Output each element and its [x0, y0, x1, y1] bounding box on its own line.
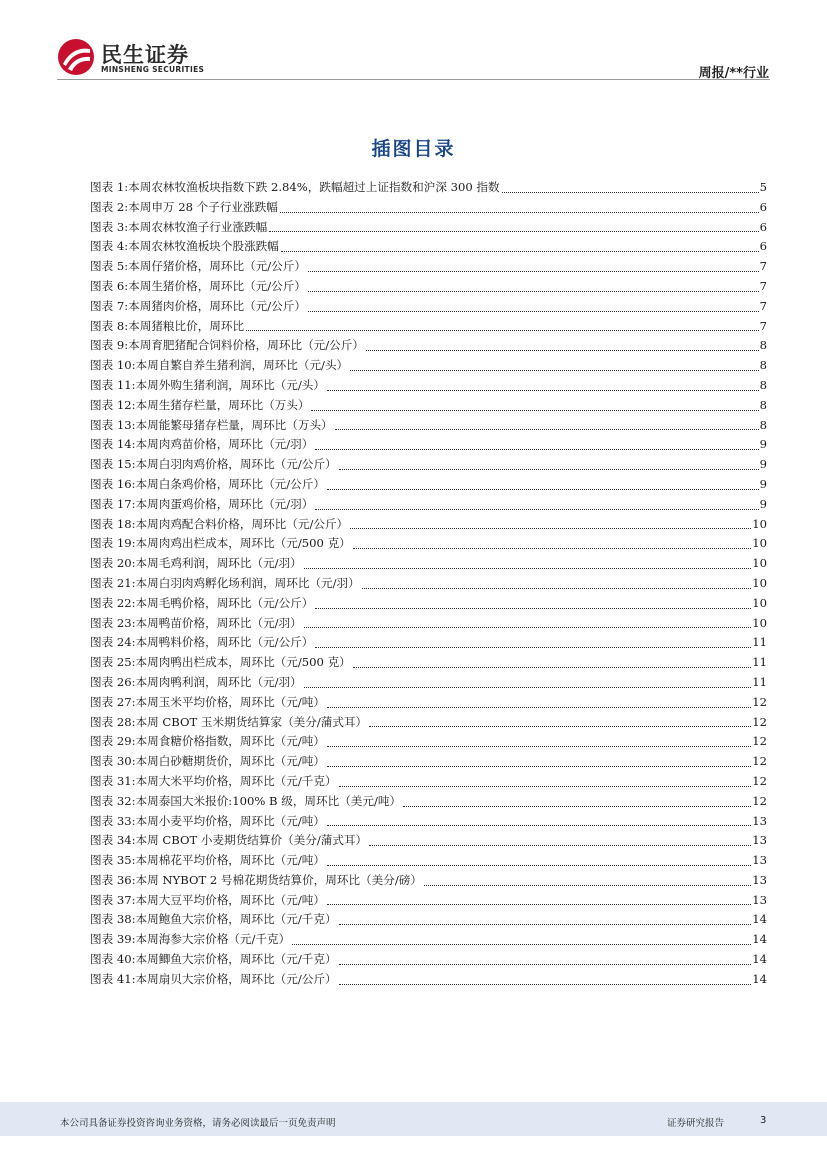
toc-entry-page[interactable]: 10	[752, 556, 767, 571]
minsheng-logo-icon	[57, 38, 95, 76]
toc-entry[interactable]	[90, 910, 767, 930]
toc-entry-page[interactable]: 8	[759, 397, 767, 412]
toc-dot-leader	[339, 964, 752, 965]
toc-entry-label[interactable]: 图表 36:本周 NYBOT 2 号棉花期货结算价，周环比（美分/磅）	[90, 872, 422, 887]
toc-dot-leader	[280, 212, 759, 213]
toc-entry[interactable]	[90, 713, 767, 733]
toc-entry[interactable]	[90, 792, 767, 812]
company-logo	[57, 38, 217, 78]
toc-entry-page[interactable]: 12	[752, 734, 767, 749]
toc-dot-leader	[308, 291, 759, 292]
toc-entry-page[interactable]: 8	[759, 377, 767, 392]
toc-entry-label[interactable]: 图表 5:本周仔猪价格，周环比（元/公斤）	[90, 259, 306, 274]
toc-dot-leader	[327, 489, 759, 490]
toc-entry-label[interactable]: 图表 3:本周农林牧渔子行业涨跌幅	[90, 219, 268, 234]
toc-entry-page[interactable]: 7	[759, 259, 767, 274]
toc-entry[interactable]	[90, 396, 767, 416]
toc-entry-label[interactable]: 图表 14:本周肉鸡苗价格，周环比（元/羽）	[90, 437, 314, 452]
toc-entry-page[interactable]: 12	[752, 754, 767, 769]
toc-entry-label[interactable]: 图表 32:本周泰国大米报价:100% B 级，周环比（美元/吨）	[90, 793, 402, 808]
toc-entry-label[interactable]: 图表 8:本周猪粮比价，周环比	[90, 318, 245, 333]
toc-entry-page[interactable]: 10	[752, 615, 767, 630]
toc-dot-leader	[339, 469, 759, 470]
toc-entry-label[interactable]: 图表 39:本周海参大宗价格（元/千克）	[90, 932, 291, 947]
toc-entry-page[interactable]: 5	[759, 180, 767, 194]
toc-entry-label[interactable]: 图表 1:本周农林牧渔板块指数下跌 2.84%，跌幅超过上证指数和沪深 300 指数	[90, 180, 500, 194]
toc-entry-label[interactable]: 图表 4:本周农林牧渔板块个股涨跌幅	[90, 239, 279, 254]
toc-entry-page[interactable]: 10	[752, 575, 767, 590]
toc-dot-leader	[327, 390, 759, 391]
logo-chinese-name: 民生证券	[101, 43, 189, 67]
toc-entry-label[interactable]: 图表 15:本周白羽肉鸡价格，周环比（元/公斤）	[90, 457, 337, 472]
footer-report-type: 证券研究报告	[667, 1118, 725, 1129]
toc-dot-leader	[353, 667, 751, 668]
toc-dot-leader	[308, 271, 759, 272]
toc-entry-label[interactable]: 图表 22:本周毛鸭价格，周环比（元/公斤）	[90, 595, 314, 610]
toc-dot-leader	[315, 647, 751, 648]
toc-entry[interactable]	[90, 693, 767, 713]
toc-entry-page[interactable]: 14	[752, 912, 767, 927]
toc-entry[interactable]	[90, 930, 767, 950]
toc-entry[interactable]	[90, 218, 767, 238]
toc-entry[interactable]	[90, 178, 767, 198]
toc-entry-page[interactable]: 12	[752, 694, 767, 709]
toc-entry[interactable]	[90, 534, 767, 554]
toc-entry[interactable]	[90, 356, 767, 376]
toc-entry-page[interactable]: 11	[752, 655, 767, 670]
toc-entry-label[interactable]: 图表 40:本周鲫鱼大宗价格，周环比（元/千克）	[90, 952, 337, 967]
toc-entry[interactable]	[90, 653, 767, 673]
toc-entry-label[interactable]: 图表 34:本周 CBOT 小麦期货结算价（美分/蒲式耳）	[90, 833, 368, 848]
toc-entry[interactable]	[90, 495, 767, 515]
toc-entry[interactable]	[90, 198, 767, 218]
toc-dot-leader	[308, 311, 759, 312]
toc-entry[interactable]	[90, 237, 767, 257]
toc-dot-leader	[269, 231, 758, 232]
toc-entry-page[interactable]: 11	[752, 674, 767, 689]
toc-entry[interactable]	[90, 970, 767, 990]
toc-entry[interactable]	[90, 594, 767, 614]
toc-entry-label[interactable]: 图表 41:本周扇贝大宗价格，周环比（元/公斤）	[90, 971, 337, 986]
toc-entry-label[interactable]: 图表 23:本周鸭苗价格，周环比（元/羽）	[90, 615, 302, 630]
toc-entry-label[interactable]: 图表 37:本周大豆平均价格，周环比（元/吨）	[90, 892, 325, 907]
figure-list	[90, 178, 767, 990]
toc-entry-label[interactable]: 图表 35:本周棉花平均价格，周环比（元/吨）	[90, 853, 325, 868]
toc-entry[interactable]	[90, 614, 767, 634]
toc-entry-page[interactable]: 6	[759, 219, 767, 234]
toc-dot-leader	[403, 806, 751, 807]
toc-entry-page[interactable]: 8	[759, 417, 767, 432]
toc-entry[interactable]	[90, 812, 767, 832]
toc-entry-label[interactable]: 图表 26:本周肉鸭利润，周环比（元/羽）	[90, 674, 302, 689]
toc-entry-label[interactable]: 图表 33:本周小麦平均价格，周环比（元/吨）	[90, 813, 325, 828]
footer-disclaimer: 本公司具备证券投资咨询业务资格，请务必阅读最后一页免责声明	[60, 1118, 336, 1129]
toc-entry-page[interactable]: 14	[752, 952, 767, 967]
toc-entry-label[interactable]: 图表 38:本周鲍鱼大宗价格，周环比（元/千克）	[90, 912, 337, 927]
toc-entry-label[interactable]: 图表 11:本周外购生猪利润，周环比（元/头）	[90, 377, 325, 392]
toc-entry-label[interactable]: 图表 19:本周肉鸡出栏成本，周环比（元/500 克）	[90, 536, 351, 551]
toc-entry[interactable]	[90, 633, 767, 653]
logo-english-name: MINSHENG SECURITIES	[101, 65, 205, 74]
toc-dot-leader	[292, 944, 751, 945]
toc-entry-label[interactable]: 图表 31:本周大米平均价格，周环比（元/千克）	[90, 773, 337, 788]
toc-entry-label[interactable]: 图表 13:本周能繁母猪存栏量，周环比（万头）	[90, 417, 333, 432]
toc-entry-label[interactable]: 图表 17:本周肉蛋鸡价格，周环比（元/羽）	[90, 496, 314, 511]
toc-dot-leader	[327, 825, 751, 826]
page-number: 3	[760, 1115, 767, 1126]
toc-dot-leader	[424, 885, 751, 886]
toc-entry-label[interactable]: 图表 25:本周肉鸭出栏成本，周环比（元/500 克）	[90, 655, 351, 670]
toc-entry[interactable]	[90, 297, 767, 317]
toc-entry[interactable]	[90, 574, 767, 594]
toc-entry[interactable]	[90, 950, 767, 970]
toc-entry[interactable]	[90, 554, 767, 574]
toc-entry-page[interactable]: 13	[752, 853, 767, 868]
toc-entry-label[interactable]: 图表 6:本周生猪价格，周环比（元/公斤）	[90, 278, 306, 293]
toc-dot-leader	[502, 192, 759, 193]
toc-entry-page[interactable]: 10	[752, 516, 767, 531]
toc-dot-leader	[327, 904, 751, 905]
toc-dot-leader	[304, 568, 751, 569]
document-type-label: 周报/**行业	[698, 66, 769, 81]
toc-entry[interactable]	[90, 831, 767, 851]
toc-dot-leader	[369, 845, 751, 846]
toc-entry-page[interactable]: 12	[752, 773, 767, 788]
toc-entry-label[interactable]: 图表 24:本周鸭料价格，周环比（元/公斤）	[90, 635, 314, 650]
toc-entry-page[interactable]: 7	[759, 298, 767, 313]
toc-dot-leader	[315, 449, 758, 450]
toc-entry-page[interactable]: 10	[752, 595, 767, 610]
toc-dot-leader	[350, 528, 751, 529]
toc-entry-label[interactable]: 图表 16:本周白条鸡价格，周环比（元/公斤）	[90, 476, 325, 491]
toc-dot-leader	[350, 370, 758, 371]
toc-entry-page[interactable]: 14	[752, 932, 767, 947]
toc-entry-page[interactable]: 9	[759, 457, 767, 472]
toc-dot-leader	[362, 588, 752, 589]
toc-entry-page[interactable]: 8	[759, 338, 767, 353]
toc-entry-label[interactable]: 图表 2:本周申万 28 个子行业涨跌幅	[90, 199, 278, 214]
toc-dot-leader	[327, 707, 751, 708]
toc-title: 插图目录	[371, 138, 456, 160]
toc-entry[interactable]	[90, 317, 767, 337]
toc-entry-label[interactable]: 图表 18:本周肉鸡配合料价格，周环比（元/公斤）	[90, 516, 349, 531]
toc-entry[interactable]	[90, 772, 767, 792]
toc-dot-leader	[311, 410, 758, 411]
toc-entry-page[interactable]: 7	[759, 318, 767, 333]
toc-entry[interactable]	[90, 336, 767, 356]
toc-entry-page[interactable]: 12	[752, 793, 767, 808]
toc-entry-page[interactable]: 7	[759, 278, 767, 293]
toc-entry-label[interactable]: 图表 29:本周食糖价格指数，周环比（元/吨）	[90, 734, 325, 749]
toc-entry-page[interactable]: 9	[759, 476, 767, 491]
toc-entry[interactable]	[90, 891, 767, 911]
toc-entry[interactable]	[90, 376, 767, 396]
toc-dot-leader	[327, 766, 751, 767]
toc-entry[interactable]	[90, 515, 767, 535]
toc-entry-label[interactable]: 图表 20:本周毛鸡利润，周环比（元/羽）	[90, 556, 302, 571]
toc-dot-leader	[327, 746, 751, 747]
toc-entry[interactable]	[90, 416, 767, 436]
toc-entry[interactable]	[90, 435, 767, 455]
toc-entry-page[interactable]: 10	[752, 536, 767, 551]
toc-entry-page[interactable]: 13	[752, 892, 767, 907]
toc-dot-leader	[353, 548, 751, 549]
toc-entry[interactable]	[90, 732, 767, 752]
toc-entry-page[interactable]: 11	[752, 635, 767, 650]
toc-entry[interactable]	[90, 277, 767, 297]
toc-entry[interactable]	[90, 851, 767, 871]
toc-entry-label[interactable]: 图表 21:本周白羽肉鸡孵化场利润，周环比（元/羽）	[90, 575, 360, 590]
toc-entry[interactable]	[90, 752, 767, 772]
toc-dot-leader	[339, 984, 752, 985]
toc-dot-leader	[315, 509, 758, 510]
toc-entry-label[interactable]: 图表 27:本周玉米平均价格，周环比（元/吨）	[90, 694, 325, 709]
toc-entry-label[interactable]: 图表 12:本周生猪存栏量，周环比（万头）	[90, 397, 310, 412]
toc-dot-leader	[304, 687, 751, 688]
toc-dot-leader	[304, 627, 751, 628]
toc-dot-leader	[339, 924, 752, 925]
toc-entry[interactable]	[90, 673, 767, 693]
toc-entry[interactable]	[90, 455, 767, 475]
toc-entry-page[interactable]: 13	[752, 833, 767, 848]
toc-dot-leader	[366, 350, 759, 351]
toc-dot-leader	[369, 726, 751, 727]
toc-entry-label[interactable]: 图表 9:本周育肥猪配合饲料价格，周环比（元/公斤）	[90, 338, 364, 353]
toc-entry-label[interactable]: 图表 30:本周白砂糖期货价，周环比（元/吨）	[90, 754, 325, 769]
toc-entry-page[interactable]: 12	[752, 714, 767, 729]
toc-dot-leader	[281, 251, 759, 252]
toc-dot-leader	[339, 786, 752, 787]
toc-entry-page[interactable]: 9	[759, 437, 767, 452]
toc-entry-page[interactable]: 14	[752, 971, 767, 986]
toc-entry[interactable]	[90, 475, 767, 495]
toc-entry-page[interactable]: 6	[759, 239, 767, 254]
toc-entry-page[interactable]: 6	[759, 199, 767, 214]
toc-dot-leader	[335, 429, 759, 430]
toc-entry-label[interactable]: 图表 28:本周 CBOT 玉米期货结算家（美分/蒲式耳）	[90, 714, 368, 729]
toc-entry-page[interactable]: 13	[752, 813, 767, 828]
page-header	[0, 0, 827, 80]
toc-entry-label[interactable]: 图表 10:本周自繁自养生猪利润，周环比（元/头）	[90, 358, 349, 373]
toc-entry[interactable]	[90, 257, 767, 277]
header-divider	[57, 79, 770, 80]
toc-dot-leader	[315, 608, 751, 609]
toc-dot-leader	[327, 865, 751, 866]
toc-entry-page[interactable]: 8	[759, 358, 767, 373]
toc-dot-leader	[246, 330, 759, 331]
toc-entry-page[interactable]: 9	[759, 496, 767, 511]
toc-entry-page[interactable]: 13	[752, 872, 767, 887]
toc-entry-label[interactable]: 图表 7:本周猪肉价格，周环比（元/公斤）	[90, 298, 306, 313]
toc-entry[interactable]	[90, 871, 767, 891]
